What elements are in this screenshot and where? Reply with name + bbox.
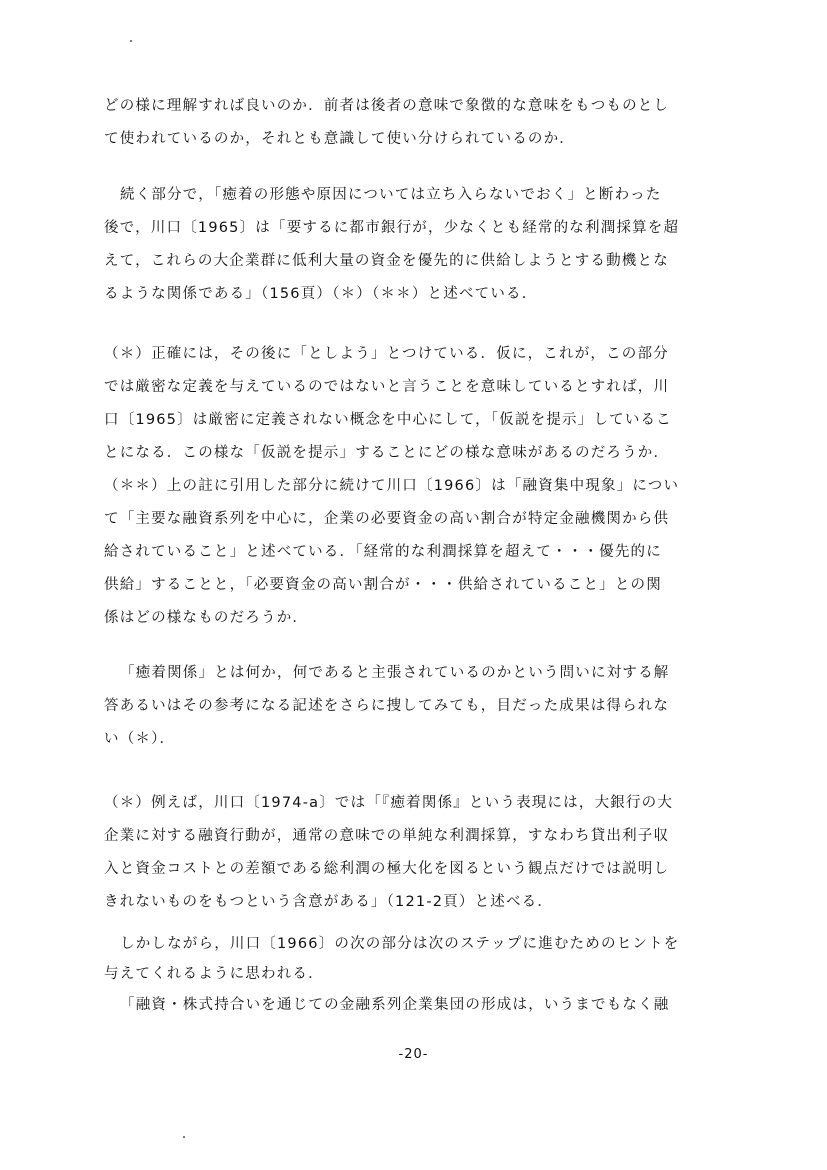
text-line: て使われているのか，それとも意識して使い分けられているのか． <box>104 131 575 147</box>
text-line: えて，これらの大企業群に低利大量の資金を優先的に供給しようとする動機とな <box>104 253 669 269</box>
scan-speck <box>130 40 132 42</box>
text-line: て「主要な融資系列を中心に，企業の必要資金の高い割合が特定金融機関から供 <box>104 511 670 527</box>
page-number: -20- <box>398 1047 429 1062</box>
text-line: 「融資・株式持合いを通じての金融系列企業集団の形成は，いうまでもなく融 <box>120 997 670 1013</box>
text-line: どの様に理解すれば良いのか．前者は後者の意味で象徴的な意味をもつものとし <box>104 98 670 114</box>
text-line: （＊）例えば，川口〔1974-a〕では「『癒着関係』という表現には，大銀行の大 <box>104 795 674 811</box>
text-line: 供給」することと，「必要資金の高い割合が・・・供給されていること」との関 <box>104 577 662 593</box>
text-line: 入と資金コストとの差額である総利潤の極大化を図るという観点だけでは説明し <box>104 861 670 877</box>
text-line: 与えてくれるように思われる． <box>104 966 324 982</box>
text-line: では厳密な定義を与えているのではないと言うことを意味しているとすれば，川 <box>104 379 670 395</box>
text-line: 企業に対する融資行動が，通常の意味での単純な利潤採算，すなわち貸出利子収 <box>104 828 670 844</box>
text-line: 続く部分で，「癒着の形態や原因については立ち入らないでおく」と断わった <box>120 187 662 203</box>
text-line: 答あるいはその参考になる記述をさらに捜してみても，目だった成果は得られな <box>104 698 670 714</box>
text-line: 口〔1965〕は厳密に定義されない概念を中心にして，「仮説を提示」しているこ <box>104 412 672 428</box>
text-line: 後で，川口〔1965〕は「要するに都市銀行が，少なくとも経常的な利潤採算を超 <box>104 220 680 236</box>
scan-speck <box>183 1136 185 1138</box>
text-line: （＊）正確には，その後に「としよう」とつけている．仮に，これが，この部分 <box>104 346 669 362</box>
text-line: とになる．この様な「仮説を提示」することにどの様な意味があるのだろうか． <box>104 445 670 461</box>
text-line: しかしながら，川口〔1966〕の次の部分は次のステップに進むためのヒントを <box>120 936 680 952</box>
text-line: 「癒着関係」とは何か，何であると主張されているのかという問いに対する解 <box>120 665 670 681</box>
text-line: （＊＊）上の註に引用した部分に続けて川口〔1966〕は「融資集中現象」につい <box>104 478 680 494</box>
text-line: るような関係である」（156頁）（＊）（＊＊）と述べている． <box>104 286 538 302</box>
text-line: きれないものをもつという含意がある」（121-2頁）と述べる． <box>104 894 554 910</box>
text-line: 係はどの様なものだろうか． <box>104 610 309 626</box>
text-line: い（＊）． <box>104 731 176 747</box>
text-line: 給されていること」と述べている．「経常的な利潤採算を超えて・・・優先的に <box>104 544 662 560</box>
